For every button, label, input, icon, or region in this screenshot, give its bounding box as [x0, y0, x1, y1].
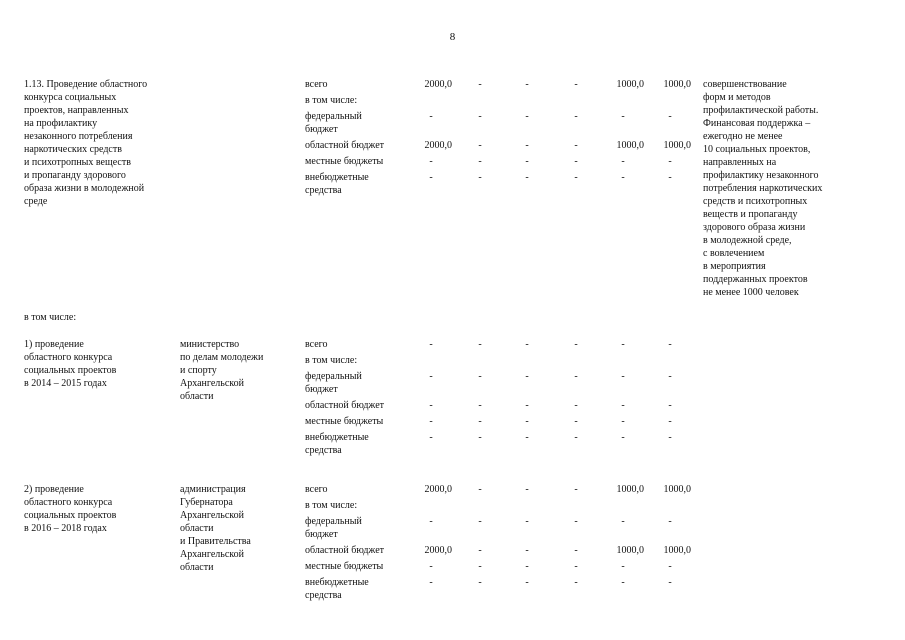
funding-source-label-line: местные бюджеты: [305, 416, 384, 427]
funding-source-label-line: местные бюджеты: [305, 561, 384, 572]
executor-line: министерство: [180, 339, 240, 350]
funding-value: -: [429, 561, 433, 572]
funding-value: -: [574, 156, 578, 167]
funding-value: -: [668, 561, 672, 572]
funding-value: -: [621, 339, 625, 350]
funding-source-label: [305, 94, 405, 107]
funding-value: -: [668, 156, 672, 167]
funding-value: -: [668, 577, 672, 588]
funding-value: -: [525, 156, 529, 167]
funding-row: [305, 155, 695, 168]
funding-value: -: [621, 416, 625, 427]
executor-line: и Правительства: [180, 536, 251, 547]
funding-source-label: [305, 515, 405, 541]
funding-row: [305, 483, 695, 496]
executor-line: и спорту: [180, 365, 217, 376]
executor-line: области: [180, 391, 214, 402]
item-name-line: проектов, направленных: [24, 105, 129, 116]
item-name-line: среде: [24, 196, 48, 207]
item-name-line: 1) проведение: [24, 339, 84, 350]
funding-value: -: [478, 79, 482, 90]
funding-value: 1000,0: [616, 484, 644, 495]
funding-source-label-line: областной бюджет: [305, 140, 385, 151]
intermediate-label: в том числе:: [24, 312, 77, 323]
page-number: 8: [449, 31, 456, 43]
expected-result-line: форм и методов: [703, 92, 771, 103]
funding-value: -: [574, 516, 578, 527]
funding-value: 1000,0: [663, 79, 691, 90]
funding-value: -: [429, 172, 433, 183]
funding-row: [305, 338, 695, 351]
item-name-line: областного конкурса: [24, 352, 113, 363]
funding-value: -: [525, 561, 529, 572]
funding-value: -: [525, 111, 529, 122]
funding-value: -: [574, 79, 578, 90]
funding-source-label-line: областной бюджет: [305, 400, 385, 411]
funding-value: -: [525, 516, 529, 527]
funding-value: -: [574, 339, 578, 350]
funding-value: -: [478, 140, 482, 151]
funding-value: -: [668, 172, 672, 183]
funding-value: -: [621, 111, 625, 122]
expected-result-line: не менее 1000 человек: [703, 287, 799, 298]
executor-line: Губернатора: [180, 497, 233, 508]
item-name-line: незаконного потребления: [24, 131, 133, 142]
expected-result-line: 10 социальных проектов,: [703, 144, 811, 155]
item-name-line: и пропаганду здорового: [24, 170, 126, 181]
funding-value: -: [429, 416, 433, 427]
funding-value: -: [525, 416, 529, 427]
funding-source-label: [305, 338, 405, 351]
expected-result: [703, 78, 853, 299]
funding-row: [305, 399, 695, 412]
funding-source-label-line: средства: [305, 445, 342, 456]
funding-row: [305, 431, 695, 457]
funding-value: -: [478, 484, 482, 495]
executor-line: Архангельской: [180, 549, 244, 560]
funding-value: 1000,0: [663, 140, 691, 151]
expected-result-line: Финансовая поддержка –: [703, 118, 811, 129]
funding-value: -: [478, 371, 482, 382]
funding-value: -: [574, 545, 578, 556]
funding-source-label: [305, 78, 405, 91]
funding-value: -: [668, 371, 672, 382]
funding-row: [305, 171, 695, 197]
expected-result-line: в молодежной среде,: [703, 235, 792, 246]
funding-source-label-line: всего: [305, 79, 328, 90]
funding-value: -: [478, 516, 482, 527]
funding-source-label: [305, 155, 405, 168]
funding-value: 2000,0: [424, 79, 452, 90]
funding-value: -: [668, 416, 672, 427]
funding-value: -: [668, 339, 672, 350]
funding-value: -: [429, 400, 433, 411]
funding-value: -: [429, 432, 433, 443]
funding-value: -: [478, 432, 482, 443]
funding-row: [305, 576, 695, 602]
expected-result-line: потребления наркотических: [703, 183, 823, 194]
executor-line: по делам молодежи: [180, 352, 264, 363]
funding-source-label-line: местные бюджеты: [305, 156, 384, 167]
funding-source-label-line: в том числе:: [305, 95, 358, 106]
funding-source-label-line: в том числе:: [305, 500, 358, 511]
funding-value: -: [429, 339, 433, 350]
funding-value: 1000,0: [616, 140, 644, 151]
funding-value: -: [478, 416, 482, 427]
funding-source-label-line: внебюджетные: [305, 577, 369, 588]
expected-result-line: с вовлечением: [703, 248, 765, 259]
expected-result-line: ежегодно не менее: [703, 131, 783, 142]
executor-line: администрация: [180, 484, 246, 495]
expected-result-line: профилактической работы.: [703, 105, 819, 116]
funding-source-label-line: федеральный: [305, 111, 362, 122]
funding-rows: [305, 78, 695, 200]
funding-value: 1000,0: [616, 545, 644, 556]
funding-value: -: [621, 400, 625, 411]
funding-source-label: [305, 354, 405, 367]
funding-source-label: [305, 415, 405, 428]
funding-source-label-line: всего: [305, 339, 328, 350]
expected-result-line: поддержанных проектов: [703, 274, 808, 285]
funding-value: -: [525, 79, 529, 90]
funding-rows: [305, 483, 695, 605]
funding-source-label: [305, 370, 405, 396]
funding-rows: [305, 338, 695, 460]
funding-value: -: [429, 111, 433, 122]
funding-value: 1000,0: [663, 484, 691, 495]
funding-value: -: [574, 416, 578, 427]
funding-source-label-line: средства: [305, 185, 342, 196]
funding-value: -: [478, 577, 482, 588]
funding-source-label-line: областной бюджет: [305, 545, 385, 556]
funding-value: -: [525, 577, 529, 588]
funding-value: -: [429, 371, 433, 382]
funding-value: -: [621, 172, 625, 183]
funding-source-label-line: бюджет: [305, 384, 338, 395]
funding-row: [305, 544, 695, 557]
funding-source-label-line: бюджет: [305, 529, 338, 540]
funding-source-label: [305, 171, 405, 197]
funding-value: -: [668, 400, 672, 411]
funding-value: -: [668, 111, 672, 122]
funding-value: -: [668, 432, 672, 443]
funding-value: -: [429, 516, 433, 527]
funding-value: 1000,0: [616, 79, 644, 90]
funding-value: -: [478, 561, 482, 572]
item-name-line: 2) проведение: [24, 484, 84, 495]
item-name-line: наркотических средств: [24, 144, 122, 155]
expected-result-line: профилактику незаконного: [703, 170, 819, 181]
expected-result-line: совершенствование: [703, 79, 787, 90]
funding-value: -: [574, 172, 578, 183]
item-name-line: и психотропных веществ: [24, 157, 131, 168]
funding-source-label: [305, 139, 405, 152]
funding-source-label: [305, 483, 405, 496]
funding-value: -: [574, 111, 578, 122]
item-name: [24, 483, 174, 535]
funding-source-label: [305, 576, 405, 602]
funding-value: -: [574, 140, 578, 151]
funding-value: -: [478, 545, 482, 556]
funding-value: -: [621, 561, 625, 572]
funding-value: -: [525, 545, 529, 556]
item-name-line: социальных проектов: [24, 365, 117, 376]
funding-value: 2000,0: [424, 545, 452, 556]
expected-result-line: в мероприятия: [703, 261, 766, 272]
executor-line: области: [180, 523, 214, 534]
funding-value: -: [478, 156, 482, 167]
item-name: [24, 338, 174, 390]
funding-value: -: [525, 484, 529, 495]
item-name-line: социальных проектов: [24, 510, 117, 521]
funding-value: -: [574, 432, 578, 443]
funding-value: -: [478, 172, 482, 183]
funding-source-label-line: всего: [305, 484, 328, 495]
funding-value: -: [525, 432, 529, 443]
funding-source-label-line: средства: [305, 590, 342, 601]
funding-value: -: [621, 432, 625, 443]
funding-source-label: [305, 499, 405, 512]
item-name: [24, 78, 174, 208]
item-name-line: образа жизни в молодежной: [24, 183, 145, 194]
funding-value: -: [574, 561, 578, 572]
expected-result-line: здорового образа жизни: [703, 222, 806, 233]
funding-source-label: [305, 544, 405, 557]
item-name-line: 1.13. Проведение областного: [24, 79, 148, 90]
funding-value: 2000,0: [424, 140, 452, 151]
funding-value: -: [525, 371, 529, 382]
item-name-line: в 2014 – 2015 годах: [24, 378, 107, 389]
funding-value: 2000,0: [424, 484, 452, 495]
executor-line: области: [180, 562, 214, 573]
funding-source-label-line: федеральный: [305, 371, 362, 382]
funding-row: [305, 415, 695, 428]
funding-row: [305, 515, 695, 541]
funding-source-label-line: бюджет: [305, 124, 338, 135]
funding-row: [305, 139, 695, 152]
funding-value: -: [668, 516, 672, 527]
funding-value: -: [478, 400, 482, 411]
funding-value: -: [574, 577, 578, 588]
funding-value: -: [429, 577, 433, 588]
funding-row: [305, 110, 695, 136]
funding-value: -: [429, 156, 433, 167]
funding-value: -: [525, 140, 529, 151]
item-name-line: конкурса социальных: [24, 92, 117, 103]
funding-source-label-line: федеральный: [305, 516, 362, 527]
executor-line: Архангельской: [180, 510, 244, 521]
funding-row: [305, 560, 695, 573]
funding-value: -: [525, 400, 529, 411]
item-name-line: областного конкурса: [24, 497, 113, 508]
funding-value: 1000,0: [663, 545, 691, 556]
funding-source-label: [305, 560, 405, 573]
funding-value: -: [621, 371, 625, 382]
executor: [180, 338, 300, 403]
funding-value: -: [621, 516, 625, 527]
funding-value: -: [621, 577, 625, 588]
expected-result-line: средств и психотропных: [703, 196, 808, 207]
funding-source-label: [305, 431, 405, 457]
funding-source-label: [305, 399, 405, 412]
funding-value: -: [525, 172, 529, 183]
expected-result-line: направленных на: [703, 157, 777, 168]
executor-line: Архангельской: [180, 378, 244, 389]
funding-value: -: [574, 371, 578, 382]
funding-source-label-line: внебюджетные: [305, 172, 369, 183]
funding-value: -: [574, 484, 578, 495]
funding-row: [305, 94, 695, 107]
funding-source-label-line: в том числе:: [305, 355, 358, 366]
funding-row: [305, 370, 695, 396]
expected-result-line: веществ и пропаганду: [703, 209, 798, 220]
funding-value: -: [525, 339, 529, 350]
funding-source-label: [305, 110, 405, 136]
funding-value: -: [621, 156, 625, 167]
item-name-line: в 2016 – 2018 годах: [24, 523, 107, 534]
funding-value: -: [478, 111, 482, 122]
funding-row: [305, 499, 695, 512]
executor: [180, 483, 300, 574]
funding-value: -: [574, 400, 578, 411]
funding-value: -: [478, 339, 482, 350]
item-name-line: на профилактику: [24, 118, 98, 129]
funding-source-label-line: внебюджетные: [305, 432, 369, 443]
funding-row: [305, 78, 695, 91]
funding-row: [305, 354, 695, 367]
